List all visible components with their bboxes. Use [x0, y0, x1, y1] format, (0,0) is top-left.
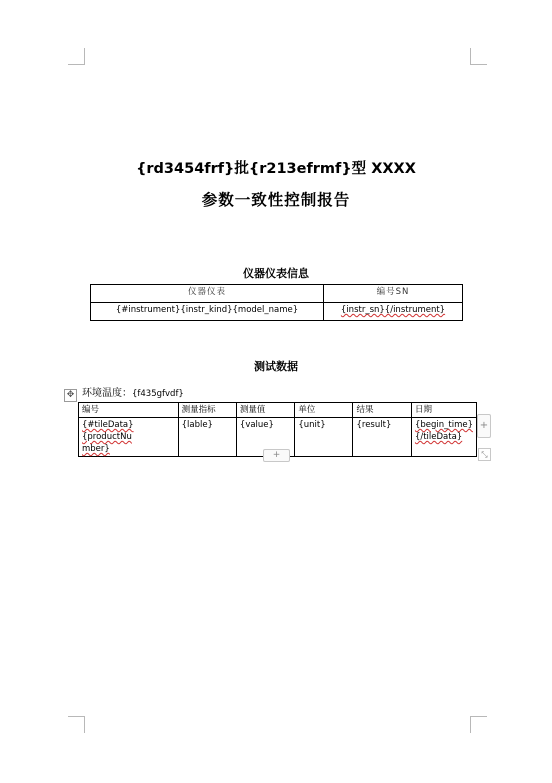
header-cell-indicator[interactable]: 测量指标 [178, 403, 236, 418]
crop-mark-top-left [68, 48, 85, 65]
cell-unit-template[interactable] [295, 418, 353, 457]
cell-text: {unit} [298, 420, 326, 430]
cell-text: {result} [356, 420, 392, 430]
report-title-line1[interactable]: {rd3454frf}批{r213efrmf}型 XXXX [136, 161, 416, 177]
add-column-button[interactable] [477, 414, 491, 438]
report-title-line2[interactable]: 参数一致性控制报告 [201, 191, 351, 209]
instrument-table[interactable] [90, 284, 463, 321]
instrument-section-heading[interactable]: 仪器仪表信息 [243, 267, 309, 280]
cell-result-template[interactable] [353, 418, 411, 457]
table-resize-handle[interactable] [478, 448, 491, 461]
cell-sn-template[interactable] [324, 303, 463, 321]
plus-icon: + [479, 420, 489, 431]
cell-instrument-template[interactable] [91, 303, 324, 321]
crop-mark-bottom-right [470, 716, 487, 733]
cell-text-line1: {#tileData}{productNu [82, 420, 134, 442]
cell-indicator-template[interactable] [178, 418, 236, 457]
cell-text-line2: mber} [82, 444, 110, 454]
cell-text-line1: {begin_time} [414, 420, 473, 430]
cell-text-line2: {/tileData} [414, 432, 463, 442]
add-row-button[interactable] [263, 449, 290, 462]
cell-date-template[interactable] [411, 418, 476, 457]
header-cell-sn[interactable]: 编号SN [324, 285, 463, 303]
cell-number-template[interactable] [79, 418, 179, 457]
header-cell-instrument[interactable]: 仪器仪表 [91, 285, 324, 303]
test-data-section-heading[interactable]: 测试数据 [254, 360, 298, 373]
header-cell-number[interactable]: 编号 [79, 403, 179, 418]
environment-temperature-line[interactable] [82, 384, 184, 399]
cell-text: {#instrument}{instr_kind}{model_name} [115, 305, 299, 315]
header-cell-result[interactable]: 结果 [353, 403, 411, 418]
move-cross-icon: ✥ [66, 390, 75, 400]
crop-mark-bottom-left [68, 716, 85, 733]
table-header-row [79, 403, 477, 418]
header-cell-value[interactable]: 测量值 [236, 403, 294, 418]
env-value: {f435gfvdf} [132, 389, 184, 399]
table-row [91, 303, 463, 321]
table-move-handle[interactable] [64, 389, 77, 402]
header-cell-unit[interactable]: 单位 [295, 403, 353, 418]
cell-text: {value} [239, 420, 274, 430]
resize-arrow-icon: ⤡ [481, 450, 488, 459]
table-header-row [91, 285, 463, 303]
env-label: 环境温度： [82, 388, 132, 399]
plus-icon: + [272, 450, 281, 460]
cell-text: {instr_sn}{/instrument} [340, 305, 446, 315]
crop-mark-top-right [470, 48, 487, 65]
header-cell-date[interactable]: 日期 [411, 403, 476, 418]
cell-text: {lable} [181, 420, 213, 430]
